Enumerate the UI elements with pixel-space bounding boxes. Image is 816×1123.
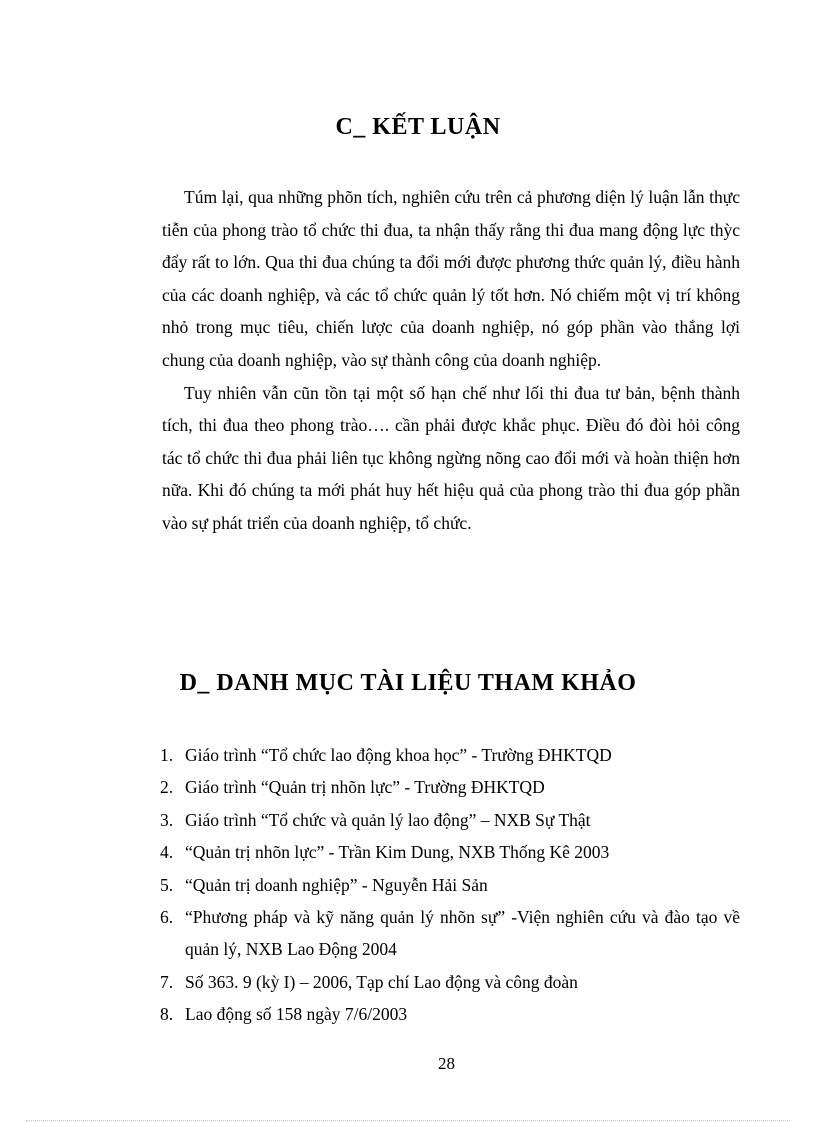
reference-item-4 — [160, 836, 740, 868]
conclusion-paragraph-1: Túm lại, qua những phõn tích, nghiên cứu trên cả phương diện lý luận lẫn thực tiễn của phong trào tổ chức thi đua, ta nhận thấy rằng thi đua mang động lực thỳc đẩy rất to lớn. Qua thi đua chúng ta đổi mới được phương thức quản lý, điều hành của các doanh nghiệp, và các tổ chức quản lý tốt hơn. Nó chiếm một vị trí không nhỏ trong mục tiêu, chiến lược của doanh nghiệp, nó góp phần vào thắng lợi chung của doanh nghiệp, vào sự thành công của doanh nghiệp. — [162, 187, 740, 370]
reference-text: Giáo trình “Quản trị nhõn lực” - Trường ĐHKTQD — [185, 777, 545, 798]
reference-text: “Quản trị doanh nghiệp” - Nguyễn Hải Sản — [185, 874, 488, 895]
reference-number: 6. — [160, 907, 174, 928]
reference-item-5 — [160, 869, 740, 901]
reference-item-2 — [160, 771, 740, 803]
reference-number: 7. — [160, 971, 174, 992]
reference-text: Giáo trình “Tổ chức và quản lý lao động” – NXB Sự Thật — [185, 809, 591, 830]
reference-number: 3. — [160, 809, 174, 830]
reference-list — [160, 739, 740, 1031]
conclusion-body — [162, 181, 740, 540]
reference-text: “Quản trị nhõn lực” - Trần Kim Dung, NXB Thống Kê 2003 — [185, 842, 610, 863]
reference-text: Giáo trình “Tổ chức lao động khoa học” - Trường ĐHKTQD — [185, 745, 612, 765]
reference-item-6 — [160, 901, 740, 966]
reference-number: 5. — [160, 874, 174, 895]
reference-item-8 — [160, 998, 740, 1030]
reference-text: “Phương pháp và kỹ năng quản lý nhõn sự” -Viện nghiên cứu và đào tạo về quản lý, NXB Lao Động 2004 — [185, 907, 740, 960]
page-bottom-divider — [26, 1120, 790, 1121]
conclusion-heading: C_ KẾT LUẬN — [335, 114, 501, 140]
page-number: 28 — [438, 1054, 455, 1073]
reference-number: 2. — [160, 777, 174, 798]
reference-text: Số 363. 9 (kỳ I) – 2006, Tạp chí Lao động và công đoàn — [185, 971, 578, 992]
reference-number: 4. — [160, 842, 174, 863]
reference-item-3 — [160, 804, 740, 836]
reference-item-7 — [160, 966, 740, 998]
reference-number: 8. — [160, 1004, 174, 1025]
reference-number: 1. — [160, 745, 174, 765]
conclusion-paragraph-2: Tuy nhiên vẫn cũn tồn tại một số hạn chế như lối thi đua tư bản, bệnh thành tích, thi đua theo phong trào…. cần phải được khắc phục. Điều đó đòi hỏi công tác tổ chức thi đua phải liên tục không ngừng nõng cao đổi mới và hoàn thiện hơn nữa. Khi đó chúng ta mới phát huy hết hiệu quả của phong trào thi đua góp phần vào sự phát triển của doanh nghiệp, tổ chức. — [162, 382, 740, 533]
reference-text: Lao động số 158 ngày 7/6/2003 — [185, 1004, 408, 1025]
reference-item-1 — [160, 739, 740, 771]
references-heading: D_ DANH MỤC TÀI LIỆU THAM KHẢO — [179, 670, 637, 696]
